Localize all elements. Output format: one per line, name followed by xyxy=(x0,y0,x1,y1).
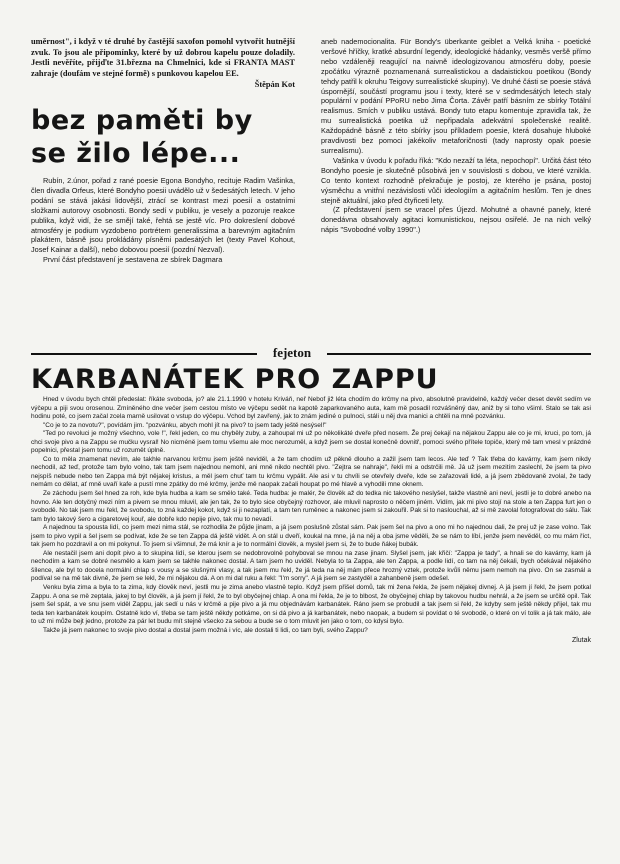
article-body-left xyxy=(31,176,295,265)
section-label: fejeton xyxy=(272,345,312,360)
feuilleton-body xyxy=(31,396,591,646)
article-paragraph: Ze záchodu jsem šel hned za roh, kde byla hudba a kam se smělo také. Teda hudba: je malér, že člověk až do tedka nic takového neslyšel, takže vlastně ani neví, jestli je to dobré anebo na hovno. Ale ten dotyčný mezi ním a pivem se mnou mluvil, ale jen tak, že to bylo sice obyčejný rozhovor, ale mluvil naprosto o něčem jiném. Vidím, jak mi pivo stojí na stole a ten Zappa furt jen o svobodě. No tak jsem mu řekl, že svobodu, to zná každej kokot, když si ji nezaplatí, a tam ten ruměnec a nakonec jsem si zakouřil. Pak si to naslouchal, až si mě zavolal fotografovat do sálu. Tak tam bylo takový šero a cigaretovej kouř, ale dobře kdo nepije pivo, tak mu to nevadí. xyxy=(31,490,591,523)
article-paragraph: Takže já jsem nakonec to svoje pivo dostal a dostal jsem možná i víc, ale dostali ti lidi, co tam byli, svého Zappu? xyxy=(43,626,368,634)
review-signature: Štěpán Kot xyxy=(254,80,295,90)
article-paragraph: A najednou ta spousta lidí, co jsem mezi nima stál, se rozhodila že půjde jinam, a já jsem poslušně zůstal sám. Pak jsem šel na pivo a ono mi ho najednou dali, že prej už je zase volno. Tak jsem to pivo vypil a šel jsem se podívat, kde že se ten Zappa dá ještě vidět. A on stál u dveří, koukal na mne, já na něj a oba jsme věděli, že se nám to líbí, jenže jsem nevěděl, co mu mám říct, tak jsem ho pozdravil a on mi pokynul. To jsem si všimnul, že má knír a je to normální člověk, a myslel jsem si, že to bude ňákej bubák. xyxy=(31,524,591,549)
left-column xyxy=(31,37,295,265)
article-paragraph: "Ted po revoluci je možný všechno, vole !", řekl jeden, co mu chyběly zuby, a zahoupal mi už po několikáté dveře před nosem. Že prej čekají na nějakou Zappu ale co je mi, kruci, po tom, já chci svoje pivo a na Zappu se mučku vysral! No nicméně jsem tomu všemu ale moc nerozuměl, a když jsem se dostal konečně dovnitř, pomoci svého přítele topiče, který mě tam vnesl v prázdné popelnici, přestal jsem tomu už rozumět úplně. xyxy=(31,430,591,455)
article-paragraph: Vašinka v úvodu k pořadu říká: "Kdo nezaží ta léta, nepochopí". Určitá část této Bondyho poesie je skutečně působivá jen v souvislosti s dobou, ve které vznikla. Co tento kontext rozhodně překračuje je postoj, ze kterého je psána, postoj výsměchu a vnitřní nezávislosti vůči ideologiím a agitačním heslům. Ten je dnes stejně aktuální, jako před čtyřiceti lety. xyxy=(321,155,591,205)
right-column xyxy=(321,37,591,235)
divider-rule-left xyxy=(31,353,257,355)
article-paragraph: První část představení je sestavena ze sbírek Dagmara xyxy=(43,255,223,265)
article-paragraph: Hned v úvodu bych chtěl předeslat: říkáte svoboda, jo? ale 21.1.1990 v hotelu Kriváň, neř Nebof již léta chodím do krčmy na pivo, absolutně pravidelně, každý večer deset devět sedím ve výčepu a piji svou orosenou. Zmíněného dne večer jsem cestou místo ve výčepu sedět na kapotě zaparkovaného auta, kam mě posadil rozvášněný dav, aniž by si toho všiml. Stalo se tak asi hodinu poté, co jsem začal zcela marně usilovat o vstup do výčepu. Vchod byl zavřený, jak to znám jediné o pulnoci, stáli u něj dva manici a chtěli na mně pozvánku. xyxy=(31,396,591,421)
section-divider xyxy=(31,347,591,361)
feuilleton-signature: Zlutak xyxy=(571,637,591,645)
article-paragraph: Ale nestačil jsem ani dopít pivo a to skupina lidí, se kterou jsem se nedobrovolně pohyboval se mnou na zase jinam. Slyšel jsem, jak křičí: "Zappa je tady", a hnali se do kavárny, kam já nechodím a kam se dobré nesmělo a kam jsem se takhle nakonec dostal. A tam jsem ho uviděl. Nebyla to ta Zappa, ale ten Zappa, a podle lidí, co tam na něj čekali, bych očekával nějakého šílence, ale byl to docela normální chlap s vousy a se slušnými vlasy, a tak jsem mu řekl, že já teda na něj mám přece hrozný vztek, protože kvůli němu jsem nemoh na pivo. On se zasmál a podíval se na mě tak divně, že jsem se lekl, že mi nějakou dá. A on mi dal ruku a řekl: "I'm sorry". A já jsem se zastyděl a zahanbeně jsem odešel. xyxy=(31,549,591,583)
feuilleton-title: KARBANÁTEK PRO ZAPPU xyxy=(31,364,439,395)
review-ending: uměrnost", i když v té druhé by častější saxofon pomohl vytvořit hutnější zvuk. To jsou ale připomínky, které by už dobrou kapelu pouze doladily. Jestli nevěříte, přijďte 31.března na Chmelnici, kde si FRANTA MAST zahraje (doufám ve stejné formě) s punkovou kapelou EE. xyxy=(31,37,295,78)
divider-rule-right xyxy=(327,353,591,355)
article-paragraph: aneb nademocionalita. Für Bondy's überkante geiblet a Velká kniha - poetické veršové hříčky, kratké absurdní legendy, ideologické hádanky, vesměs veršě přímo nebo vzdáleněji reagující na naivně ideologizovanou atmosféru doby, poesie zpočátku výrazně poznamenaná surrealistickou a dadaistickou poetikou (Bondy tehdy patřil k okruhu Teigovy surrealistické skupiny). Ve druhé části se poesie stává úspornější, součástí programu jsou i texty, které se v sedmdesátých letech staly populární v podání PPoRU nebo Jima Čorta. Závěr patří básním ze sbírky Totální realismus. Smích v publiku ustává. Bondy tuto etapu komentuje zpravidla tak, že mu surrealistická poetika už nepřipadala adekvátní společenské realitě. Každopádně básně z této sbírky jsou příkladem poesie, která dosahuje hluboké pravdivosti bez pomoci jakékoliv metaforičnosti (tady naprosty opak poesie surrealismu). xyxy=(321,37,591,155)
article-paragraph: (Z představení jsem se vracel přes Újezd. Mohutné a ohavné panely, které donedávna obsahovaly agitaci komunistickou, nejsou osiřelé. Je na nich velký nápis "Svobodné volby 1990".) xyxy=(321,205,591,235)
article-paragraph: Rubín, 2.únor, pořad z rané poesie Egona Bondyho, recituje Radim Vašinka, člen divadla Orfeus, které Bondyho poesii uvádělo už v šedesátých letech. V jeho podání se stává jakási lidovější, ztrácí se kontrast mezi poesií a ostatními složkami autorovy osobnosti. Bondy sedí v publiku, je vesely a pozoruje reakce publika, když vidí, že se smějí také, řehtá se jestě víc. Pro dokreslení dobové atmosféry je podium vyzdobeno portrétem generalissima a barevným agitačním plakátem, básně jsou prokládány písněmi padesátých let (texty Pavel Kohout, Josef Kainar a další), nebo dobovou poesií (pozdní Nezval). xyxy=(31,175,295,255)
article-headline: bez paměti by se žilo lépe... xyxy=(31,104,253,169)
article-paragraph: Co to měla znamenat nevím, ale takhle narvanou krčmu jsem ještě neviděl, a že tam chodím už pěkně dlouho a zažil jsem tam lecos. Ale teď ? Tak třeba do kavárny, kam jsem nikdy nechodil, až teď, protože tam bylo volno, tak tam jsem najednou nemohl, ani mně nikdo nechtěl pivo. "Zejtra se nahraje", řekli mi a odstrčili mě. Já už jsem mezitím zaslechl, že jsem ta pivo nejspíš nebude nebo ten Zappa má být nějakej kristus, a měl jsem chuť tam tu krčmu vypálit. Ale asi v tu chvíli se otevřely dveře, kde se zařazovali lidé, a já jsem zbědovaně zvolal, že tady nemám co dělat, ať mně uvaří kafe a pustí mne zpátky do mé krčmy, jenže mě naopak začali houpat po mé hlavě a vyhodili mne oknem. xyxy=(31,455,591,489)
article-paragraph: "Co je to za novotu?", povídám jim. "pozvánku, abych mohl jít na pivo? to jsem tady ještě nesýsel!" xyxy=(43,421,327,429)
article-paragraph: Venku byla zima a byla to ta zima, kdy člověk neví, jestli mu je zima anebo vlastně teplo. Když jsem přišel domů, tak mi žena řekla, že jsem nějakej divnej. A já jsem jí řekl, že jsem potkal Zappu. A ona se mě zeptala, jakej to byl člověk, a já jsem jí řekl, že to byl obyčejnej chlap. A ona mi řekla, že je to blbost, že obyčejnej chlap by takovou hudbu nehrál, a že jsem se určitě opil. Tak jsem šel spát, a ve snu jsem viděl Zappu, jak sedí u nás v krčmě a pije pivo a já mu objednávám karbanátek. Ráno jsem se probudil a tak jsem si řekl, že kdyby sem ještě někdy přijel, tak mu teda ten karbanátek koupím. Ostatně kdo ví, třeba se tam ještě někdy potkáme, on si dá pivo a já karbanátek, nebo naopak, a budem si povídat o té svobodě, o které on ví tolik a já tak málo, ale to už mi může bejt jedno, protože za pár let budu mít stejně všecko za sebou a bude se o tom mluvit jen jako o tom, co kdysi bylo. xyxy=(31,584,591,626)
